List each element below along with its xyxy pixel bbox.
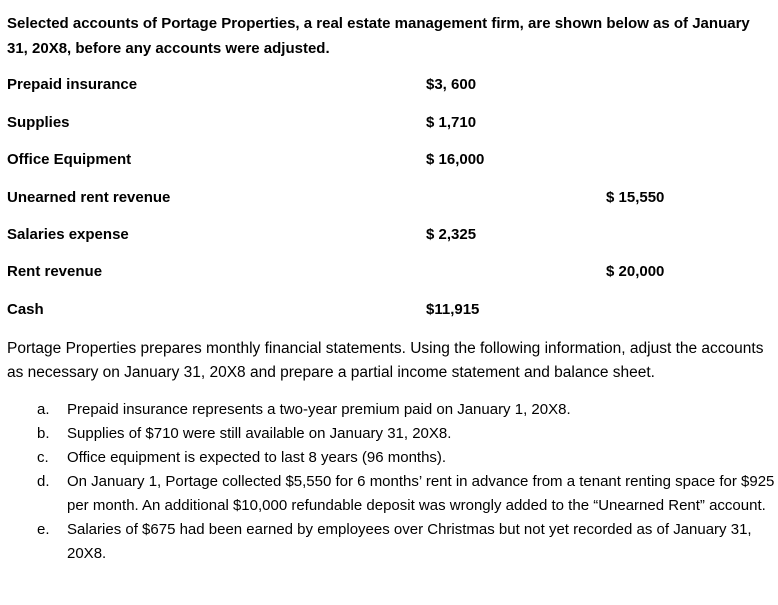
item-text: On January 1, Portage collected $5,550 for 6 months’ rent in advance from a tenant renting space for $925 per month. An additional $10,000 refundable deposit was wrongly added to the “Unearned Rent” account. — [67, 473, 775, 514]
account-row-prepaid-insurance — [7, 75, 767, 95]
account-row-supplies — [7, 113, 767, 133]
adjustment-list — [7, 398, 777, 566]
item-text: Salaries of $675 had been earned by employees over Christmas but not yet recorded as of January 31, 20X8. — [67, 521, 752, 562]
account-name: Cash — [7, 301, 44, 318]
account-row-cash — [7, 300, 767, 320]
item-letter: c. — [37, 449, 49, 466]
account-debit: $3, 600 — [426, 76, 477, 93]
instructions-paragraph: Portage Properties prepares monthly financial statements. Using the following information, adjust the accounts as necessary on January 31, 20X8 and prepare a partial income statement and balance sheet. — [7, 340, 764, 381]
list-item — [7, 446, 777, 470]
account-debit: $11,915 — [426, 301, 480, 318]
list-item — [7, 518, 777, 566]
account-row-unearned-rent-revenue — [7, 188, 767, 208]
account-row-rent-revenue — [7, 262, 767, 282]
account-debit: $ 16,000 — [426, 151, 485, 168]
item-letter: b. — [37, 425, 50, 442]
item-letter: e. — [37, 521, 50, 538]
account-name: Office Equipment — [7, 151, 132, 168]
intro-paragraph: Selected accounts of Portage Properties, a real estate management firm, are shown below as of January 31, 20X8, before any accounts were adjusted. — [7, 15, 750, 57]
item-letter: d. — [37, 473, 50, 490]
account-credit: $ 20,000 — [606, 263, 665, 280]
item-letter: a. — [37, 401, 50, 418]
account-name: Unearned rent revenue — [7, 189, 171, 206]
list-item — [7, 470, 777, 518]
account-name: Supplies — [7, 114, 70, 131]
account-debit: $ 2,325 — [426, 226, 477, 243]
item-text: Supplies of $710 were still available on January 31, 20X8. — [67, 425, 452, 442]
item-text: Prepaid insurance represents a two-year premium paid on January 1, 20X8. — [67, 401, 571, 418]
account-name: Prepaid insurance — [7, 76, 138, 93]
account-row-office-equipment — [7, 150, 767, 170]
list-item — [7, 398, 777, 422]
account-name: Rent revenue — [7, 263, 103, 280]
account-debit: $ 1,710 — [426, 114, 477, 131]
item-text: Office equipment is expected to last 8 years (96 months). — [67, 449, 447, 466]
account-credit: $ 15,550 — [606, 189, 665, 206]
account-row-salaries-expense — [7, 225, 767, 245]
list-item — [7, 422, 777, 446]
account-name: Salaries expense — [7, 226, 129, 243]
